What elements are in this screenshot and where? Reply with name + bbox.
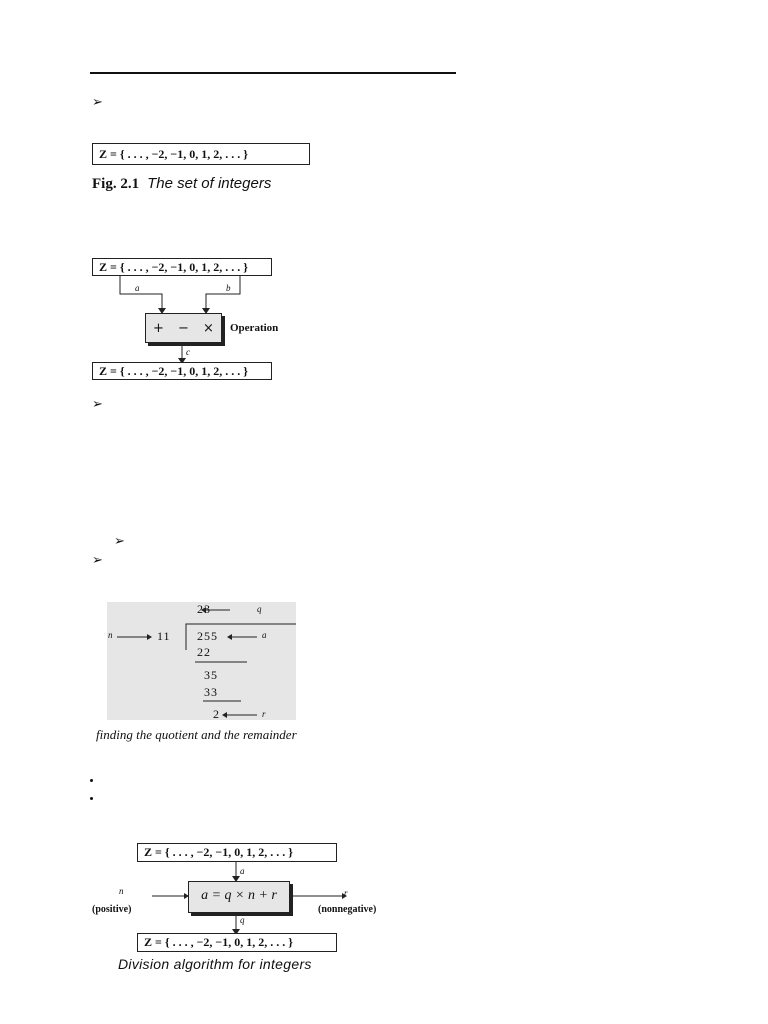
dot-bullet-1	[90, 779, 93, 782]
division-top-set: Z = { . . . , −2, −1, 0, 1, 2, . . . }	[137, 843, 337, 862]
step2-value: 35	[204, 668, 218, 682]
arrow-bullet-3: ➢	[114, 534, 125, 549]
minus-op: −	[178, 320, 189, 336]
operation-label: Operation	[230, 322, 279, 334]
heading-underline	[90, 72, 456, 74]
step3-value: 33	[204, 685, 218, 699]
output-c-label: c	[186, 347, 190, 357]
plus-op: +	[153, 320, 164, 336]
division-bottom-set: Z = { . . . , −2, −1, 0, 1, 2, . . . }	[137, 933, 337, 952]
operation-box	[145, 313, 222, 343]
alg-q-label: q	[240, 915, 245, 925]
long-division-lines	[107, 602, 296, 720]
a-arrow-head	[227, 634, 232, 640]
n-label: n	[108, 630, 113, 640]
alg-n-label: n	[119, 886, 124, 896]
figure-2-1-caption	[92, 175, 271, 193]
alg-a-label: a	[240, 866, 245, 876]
arrow-b-path	[206, 276, 240, 312]
figure-number: Fig. 2.1	[92, 176, 140, 192]
alg-r-note: (nonnegative)	[318, 904, 377, 915]
quotient-value: 23	[197, 602, 211, 616]
dot-bullet-2	[90, 797, 93, 800]
long-division-caption: finding the quotient and the remainder	[96, 727, 297, 742]
alg-r-label: r	[344, 888, 348, 898]
a-label: a	[262, 630, 267, 640]
figure-caption-text: The set of integers	[147, 175, 272, 192]
step1-value: 22	[197, 645, 211, 659]
arrow-bullet-4: ➢	[92, 553, 103, 568]
division-algorithm-caption: Division algorithm for integers	[118, 956, 312, 972]
input-a-label: a	[135, 283, 140, 293]
arrow-a-path	[120, 276, 162, 312]
operation-top-set: Z = { . . . , −2, −1, 0, 1, 2, . . . }	[92, 258, 272, 276]
times-op: ×	[203, 320, 214, 336]
arrow-bullet-1: ➢	[92, 95, 103, 110]
alg-n-note: (positive)	[92, 904, 132, 915]
n-arrow-head	[147, 634, 152, 640]
dividend-value: 255	[197, 629, 218, 643]
divisor-value: 11	[157, 629, 171, 643]
remainder-value: 2	[213, 707, 220, 721]
division-formula-box: a = q × n + r	[188, 881, 290, 913]
r-label: r	[262, 709, 266, 719]
q-label: q	[257, 604, 262, 614]
operation-bottom-set: Z = { . . . , −2, −1, 0, 1, 2, . . . }	[92, 362, 272, 380]
input-b-label: b	[226, 283, 231, 293]
r-arrow-head	[222, 712, 227, 718]
integer-set-box: Z = { . . . , −2, −1, 0, 1, 2, . . . }	[92, 143, 310, 165]
arrow-bullet-2: ➢	[92, 397, 103, 412]
